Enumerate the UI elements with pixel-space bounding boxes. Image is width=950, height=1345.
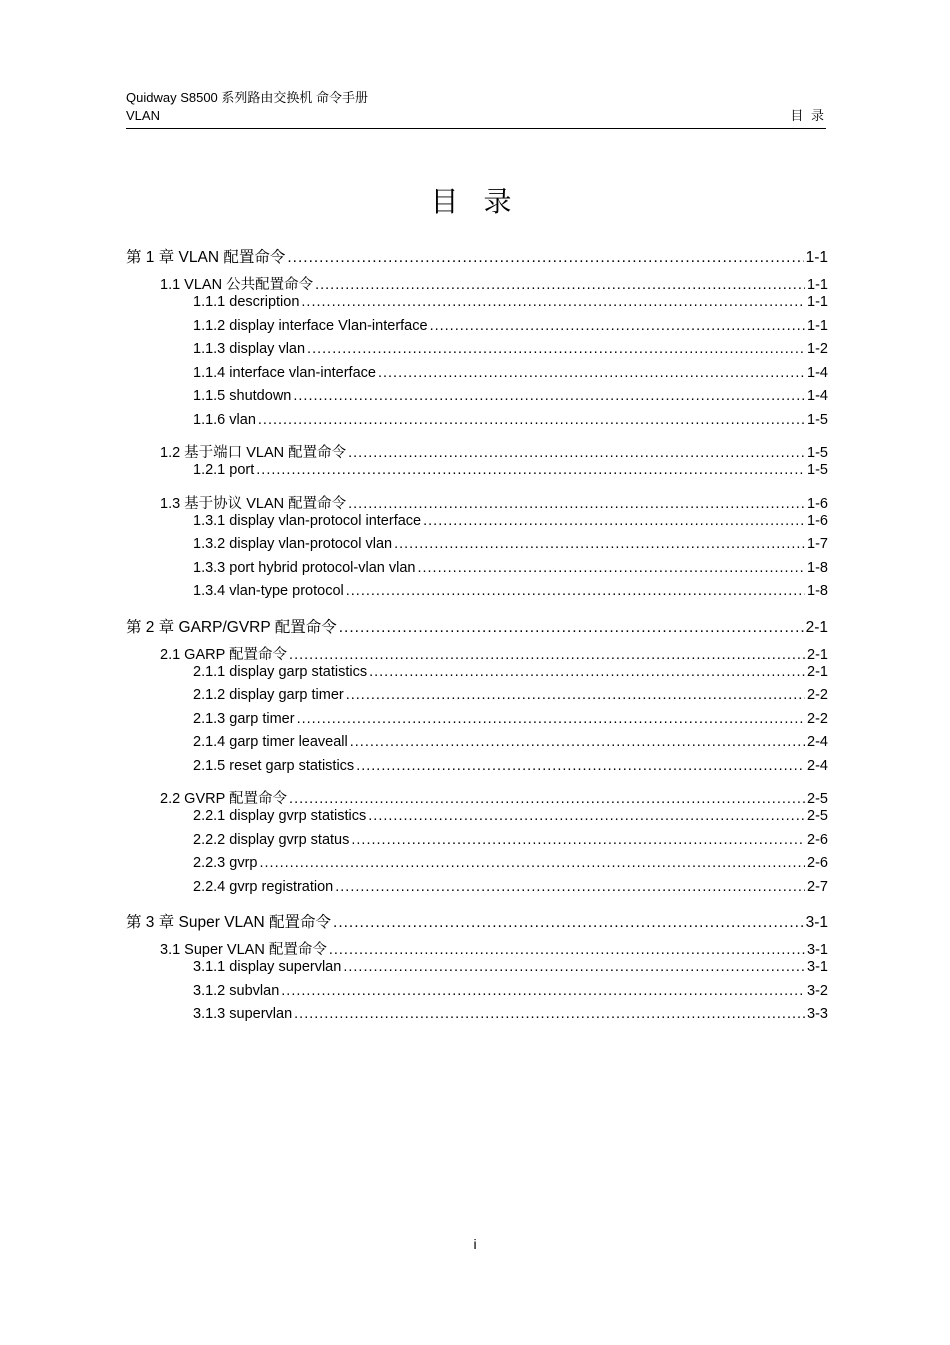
toc-dot-leader [335, 879, 805, 895]
toc-entry-page: 2-1 [805, 618, 828, 636]
toc-dot-leader [301, 294, 805, 310]
toc-entry-page: 3-1 [807, 942, 828, 958]
toc-entry-label: 2.2.2 display gvrp status [193, 831, 350, 848]
toc-entry[interactable] [126, 687, 828, 711]
toc-entry-page: 3-2 [807, 982, 828, 999]
toc-entry-label: 2.2.3 gvrp [193, 855, 258, 871]
toc-dot-leader [256, 462, 805, 478]
toc-entry-page: 1-5 [807, 411, 828, 428]
toc-entry[interactable] [126, 643, 828, 664]
toc-entry-page: 2-2 [807, 687, 828, 703]
toc-entry-label: 1.3 基于协议 VLAN 配置命令 [160, 495, 347, 512]
toc-entry-page: 2-5 [807, 791, 828, 807]
toc-entry[interactable] [126, 1006, 828, 1030]
toc-entry-label: 2.2.1 display gvrp statistics [193, 808, 367, 824]
toc-dot-leader [348, 445, 805, 461]
toc-entry[interactable] [126, 583, 828, 607]
toc-entry-page: 1-4 [807, 364, 828, 381]
toc-entry-page: 1-8 [807, 583, 828, 599]
toc-dot-leader [297, 711, 805, 727]
toc-entry-page: 2-6 [807, 855, 828, 871]
toc-dot-leader [333, 914, 804, 932]
toc-entry-page: 1-5 [807, 445, 828, 461]
toc-entry-label: 2.1.1 display garp statistics [193, 663, 368, 680]
toc-entry[interactable] [126, 711, 828, 735]
toc-entry-label: 2.2.4 gvrp registration [193, 878, 334, 895]
toc-entry-label: 2.1.2 display garp timer [193, 687, 344, 703]
toc-dot-leader [260, 855, 806, 871]
toc-entry-label: 1.1.1 description [193, 294, 300, 310]
toc-entry-label: 第 1 章 VLAN 配置命令 [126, 249, 286, 266]
toc-entry[interactable] [126, 273, 828, 294]
toc-dot-leader [369, 664, 805, 680]
toc-dot-leader [346, 687, 805, 703]
toc-entry-label: 2.1.5 reset garp statistics [193, 757, 355, 774]
toc-entry[interactable] [126, 959, 828, 983]
toc-entry[interactable] [126, 832, 828, 856]
toc-entry[interactable] [126, 664, 828, 688]
header-section: VLAN [126, 108, 160, 123]
toc-dot-leader [423, 513, 805, 529]
toc-dot-leader [289, 647, 805, 663]
toc-dot-leader [417, 560, 805, 576]
toc-dot-leader [307, 341, 805, 357]
toc-dot-leader [294, 1006, 805, 1022]
toc-entry-label: 2.2 GVRP 配置命令 [160, 791, 288, 807]
toc-entry-label: 1.1.2 display interface Vlan-interface [193, 317, 428, 334]
toc-entry[interactable] [126, 341, 828, 365]
toc-dot-leader [430, 318, 805, 334]
toc-dot-leader [343, 959, 805, 975]
toc-dot-leader [356, 758, 805, 774]
toc-entry[interactable] [126, 462, 828, 486]
toc-entry-page: 2-6 [807, 831, 828, 848]
toc-entry[interactable] [126, 492, 828, 513]
toc-entry-label: 1.2 基于端口 VLAN 配置命令 [160, 445, 347, 461]
toc-entry-page: 1-1 [807, 294, 828, 310]
toc-entry-label: 2.1 GARP 配置命令 [160, 646, 288, 663]
toc-entry-label: 3.1.3 supervlan [193, 1006, 293, 1022]
toc-dot-leader [329, 942, 805, 958]
toc-entry[interactable] [126, 441, 828, 462]
toc-entry-label: 3.1 Super VLAN 配置命令 [160, 942, 327, 958]
toc-entry-label: 1.1.5 shutdown [193, 388, 292, 404]
toc-entry-page: 2-4 [807, 734, 828, 750]
toc-dot-leader [287, 249, 803, 267]
toc-entry-label: 1.1.6 vlan [193, 411, 256, 428]
toc-entry-page: 1-1 [807, 317, 828, 334]
toc-entry-label: 2.1.4 garp timer leaveall [193, 734, 348, 750]
page-header [126, 90, 826, 129]
toc-entry-page: 1-5 [807, 462, 828, 478]
toc-dot-leader [293, 388, 805, 404]
toc-entry[interactable] [126, 787, 828, 808]
toc-entry-page: 2-2 [807, 710, 828, 727]
toc-dot-leader [350, 734, 805, 750]
toc-entry-label: 1.1.3 display vlan [193, 341, 306, 357]
toc-entry[interactable] [126, 855, 828, 879]
toc-entry[interactable] [126, 245, 828, 267]
toc-dot-leader [258, 412, 805, 428]
toc-entry-label: 1.3.4 vlan-type protocol [193, 583, 344, 599]
toc-entry[interactable] [126, 938, 828, 959]
toc-entry[interactable] [126, 318, 828, 342]
toc-entry-page: 1-1 [805, 249, 828, 266]
toc-dot-leader [289, 791, 805, 807]
toc-entry[interactable] [126, 615, 828, 637]
toc-entry[interactable] [126, 910, 828, 932]
toc-entry-page: 1-2 [807, 341, 828, 357]
toc-entry-page: 2-1 [807, 663, 828, 680]
toc-entry-label: 1.1.4 interface vlan-interface [193, 364, 376, 381]
toc-entry-page: 1-7 [807, 536, 828, 552]
toc-dot-leader [351, 832, 805, 848]
toc-entry-label: 1.3.3 port hybrid protocol-vlan vlan [193, 559, 416, 576]
toc-entry-label: 1.2.1 port [193, 462, 255, 478]
toc-entry-page: 3-1 [805, 914, 828, 931]
toc-entry-page: 2-1 [807, 646, 828, 663]
toc-dot-leader [315, 277, 805, 293]
toc-entry-label: 第 2 章 GARP/GVRP 配置命令 [126, 618, 337, 636]
toc-entry[interactable] [126, 412, 828, 436]
table-of-contents [126, 245, 828, 1030]
toc-entry[interactable] [126, 536, 828, 560]
toc-entry-page: 2-7 [807, 878, 828, 895]
toc-entry-page: 2-4 [807, 757, 828, 774]
toc-dot-leader [339, 619, 804, 637]
toc-entry-page: 1-4 [807, 388, 828, 404]
toc-entry[interactable] [126, 808, 828, 832]
toc-dot-leader [348, 496, 805, 512]
toc-entry-label: 1.3.1 display vlan-protocol interface [193, 512, 422, 529]
toc-entry-label: 3.1.1 display supervlan [193, 959, 342, 975]
toc-entry[interactable] [126, 365, 828, 389]
toc-entry[interactable] [126, 734, 828, 758]
header-right-label: 目 录 [790, 108, 826, 123]
toc-entry[interactable] [126, 513, 828, 537]
toc-entry-page: 3-3 [807, 1006, 828, 1022]
toc-entry-page: 2-5 [807, 808, 828, 824]
toc-dot-leader [368, 808, 805, 824]
toc-dot-leader [346, 583, 805, 599]
toc-entry-label: 1.3.2 display vlan-protocol vlan [193, 536, 393, 552]
page-number: i [473, 1236, 477, 1252]
toc-entry-page: 1-8 [807, 559, 828, 576]
toc-entry-label: 3.1.2 subvlan [193, 982, 280, 999]
toc-entry[interactable] [126, 560, 828, 584]
toc-entry-page: 1-6 [807, 512, 828, 529]
toc-entry[interactable] [126, 879, 828, 903]
toc-dot-leader [281, 983, 805, 999]
toc-entry-page: 1-1 [807, 277, 828, 293]
toc-entry-page: 3-1 [807, 959, 828, 975]
toc-dot-leader [378, 365, 805, 381]
toc-entry[interactable] [126, 983, 828, 1007]
toc-dot-leader [394, 536, 805, 552]
toc-entry-page: 1-6 [807, 495, 828, 512]
toc-entry[interactable] [126, 294, 828, 318]
toc-entry-label: 第 3 章 Super VLAN 配置命令 [126, 914, 332, 931]
toc-entry-label: 2.1.3 garp timer [193, 710, 295, 727]
header-product-line: Quidway S8500 系列路由交换机 命令手册 [126, 90, 369, 105]
page-title: 目 录 [430, 185, 520, 218]
toc-entry[interactable] [126, 388, 828, 412]
toc-entry[interactable] [126, 758, 828, 782]
toc-entry-label: 1.1 VLAN 公共配置命令 [160, 277, 314, 293]
